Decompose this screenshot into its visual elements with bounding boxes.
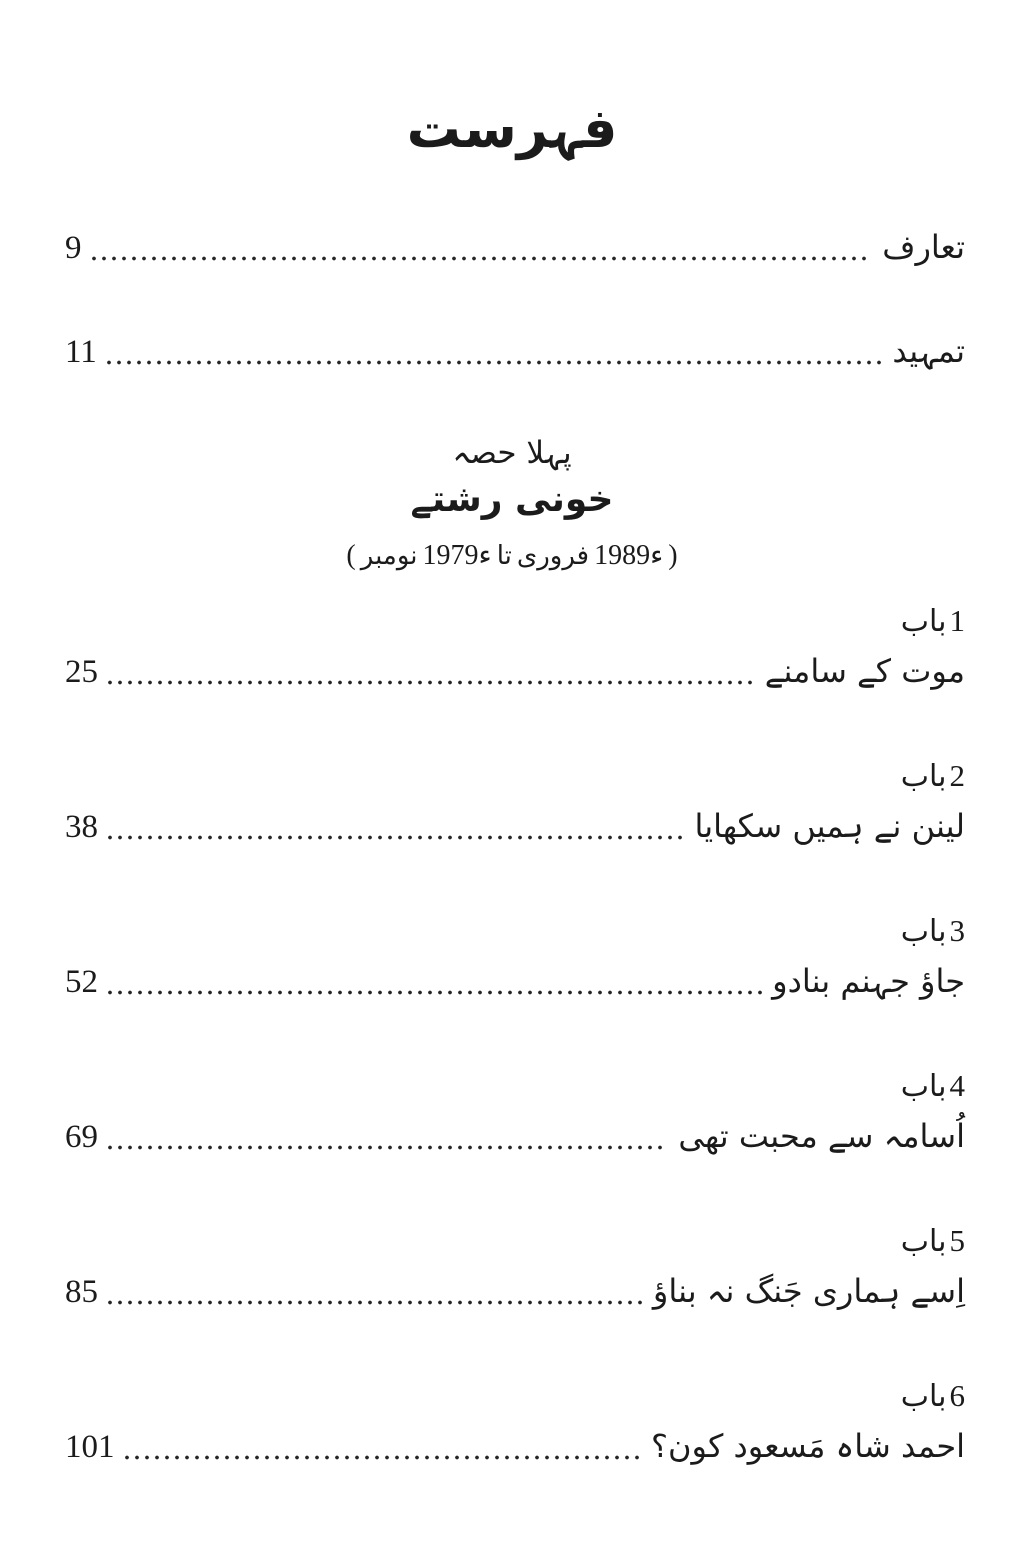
- entry-title: اُسامہ سے محبت تھی: [678, 1117, 965, 1155]
- page-number: 52: [65, 964, 98, 1000]
- chapter-number: 5: [949, 1223, 965, 1258]
- entry-title: احمد شاہ مَسعود کون؟: [651, 1427, 965, 1465]
- date-segment: فروری: [516, 541, 590, 571]
- date-segment: 1989ء: [594, 540, 664, 571]
- chapter-word: باب: [900, 759, 947, 794]
- chapter-word: باب: [900, 1224, 947, 1259]
- toc-entry-chapter-6: [65, 1423, 965, 1469]
- chapter-word: باب: [900, 1069, 947, 1104]
- chapter-label-6: [901, 1376, 965, 1416]
- date-segment: ): [668, 540, 678, 571]
- dot-leader: [92, 256, 873, 261]
- page-number: 38: [65, 809, 98, 845]
- chapter-label-5: [901, 1221, 965, 1261]
- dot-leader: [108, 1300, 643, 1305]
- chapter-word: باب: [900, 1379, 947, 1414]
- toc-entry-intro: [65, 224, 965, 270]
- dot-leader: [108, 990, 762, 995]
- toc-entry-chapter-1: [65, 648, 965, 694]
- part-subtitle: خونی رشتے: [410, 479, 614, 520]
- page-number: 101: [65, 1429, 115, 1465]
- chapter-number: 4: [949, 1068, 965, 1103]
- chapter-word: باب: [900, 914, 947, 949]
- chapter-number: 6: [949, 1378, 965, 1413]
- date-range-wrap: [346, 538, 677, 573]
- toc-entry-preface: [65, 328, 965, 374]
- chapter-number: 1: [949, 603, 965, 638]
- entry-title: تمہید: [892, 332, 965, 370]
- part-date-range: [0, 538, 1024, 573]
- page-number: 25: [65, 654, 98, 690]
- entry-title: جاؤ جہنم بنادو: [772, 962, 965, 1000]
- entry-title: موت کے سامنے: [764, 652, 965, 690]
- date-segment: نومبر: [360, 541, 418, 571]
- page-number: 69: [65, 1119, 98, 1155]
- chapter-word: باب: [900, 604, 947, 639]
- chapter-number: 2: [949, 758, 965, 793]
- dot-leader: [108, 680, 755, 685]
- date-segment: (: [346, 540, 356, 571]
- dot-leader: [125, 1455, 642, 1460]
- date-segment: 1979ء: [422, 540, 492, 571]
- date-segment: تا: [496, 541, 512, 571]
- toc-entry-chapter-5: [65, 1268, 965, 1314]
- chapter-label-4: [901, 1066, 965, 1106]
- dot-leader: [107, 360, 883, 365]
- page-number: 11: [65, 334, 97, 370]
- page-title: فہرست: [406, 97, 618, 160]
- toc-entry-chapter-2: [65, 803, 965, 849]
- entry-title: اِسے ہماری جَنگ نہ بناؤ: [652, 1272, 965, 1310]
- chapter-label-3: [901, 911, 965, 951]
- chapter-label-1: [901, 601, 965, 641]
- dot-leader: [108, 1145, 668, 1150]
- toc-entry-chapter-3: [65, 958, 965, 1004]
- page-number: 9: [65, 230, 82, 266]
- entry-title: لینن نے ہمیں سکھایا: [694, 807, 965, 845]
- chapter-label-2: [901, 756, 965, 796]
- toc-entry-chapter-4: [65, 1113, 965, 1159]
- entry-title: تعارف: [882, 228, 965, 266]
- chapter-number: 3: [949, 913, 965, 948]
- page-number: 85: [65, 1274, 98, 1310]
- part-name: پہلا حصہ: [452, 435, 572, 471]
- dot-leader: [108, 835, 685, 840]
